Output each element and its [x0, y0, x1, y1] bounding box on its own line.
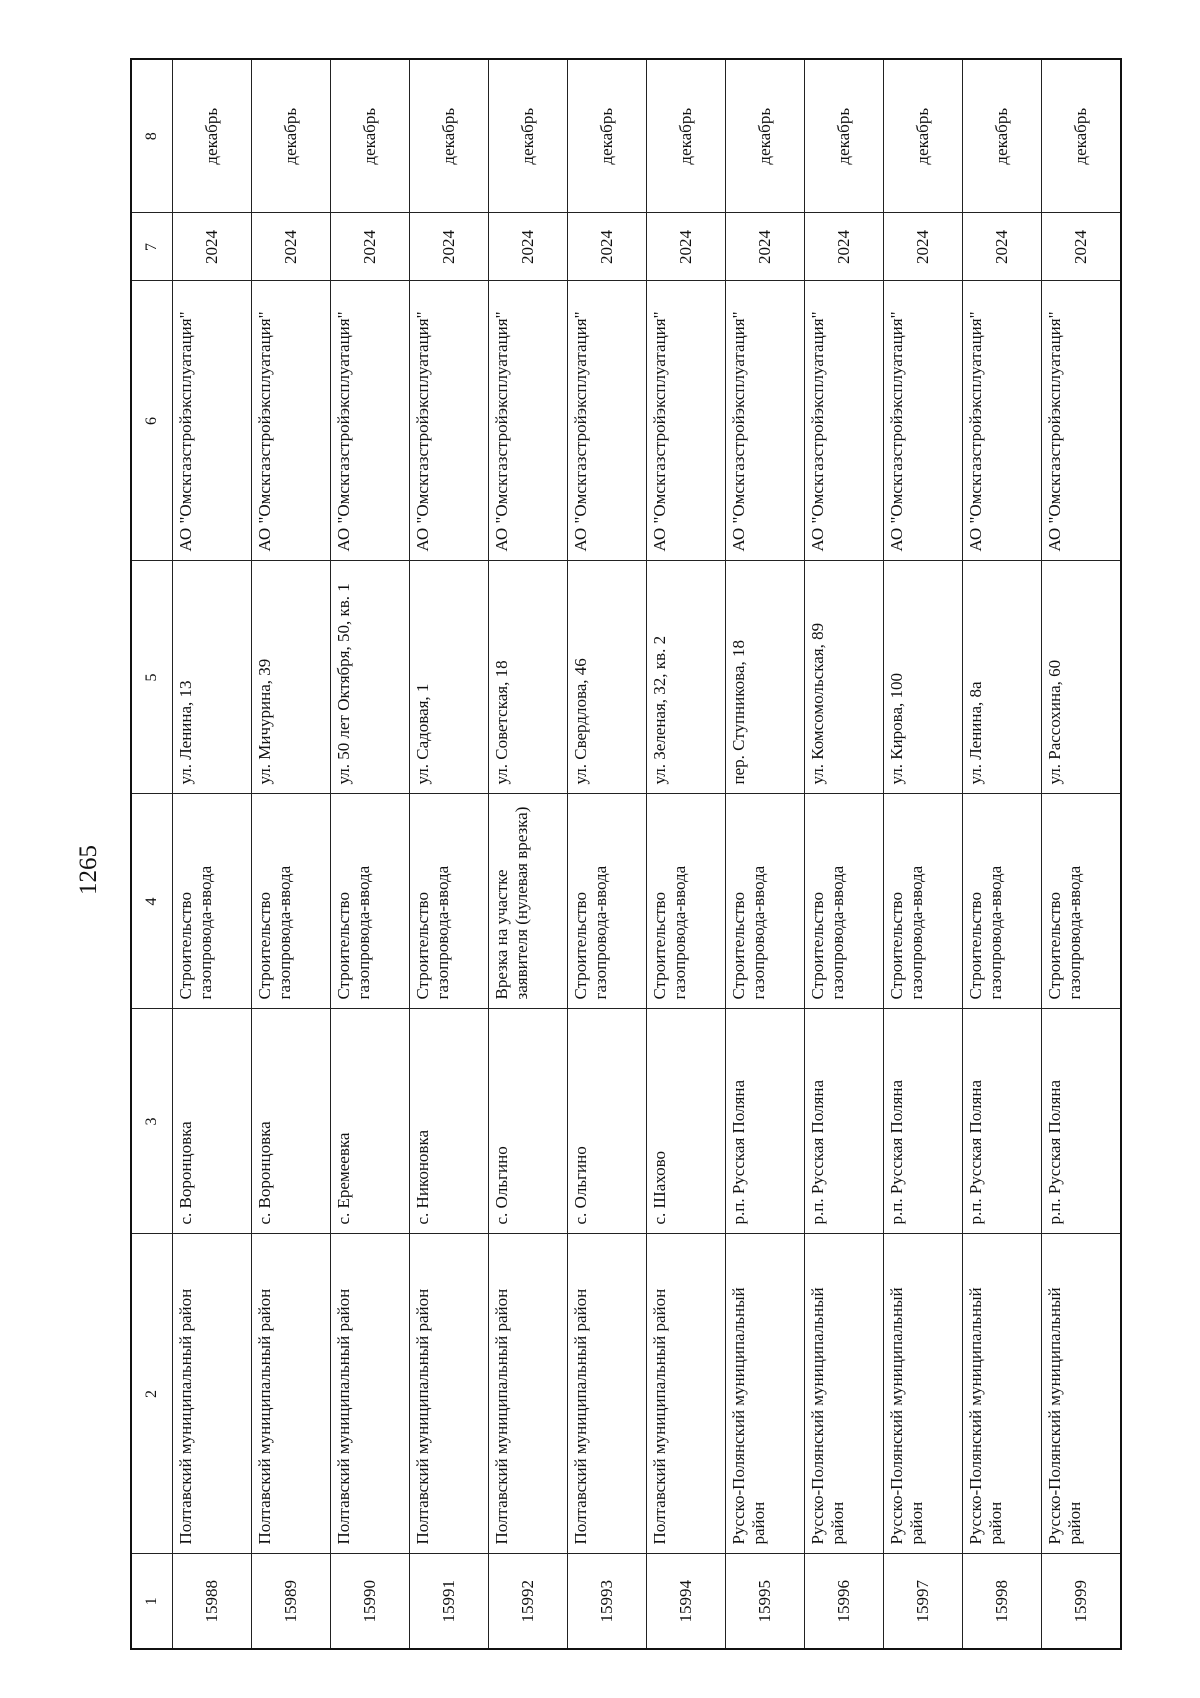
page-number — [69, 830, 109, 910]
year-cell: 2024 — [726, 213, 805, 281]
table-row — [1042, 59, 1122, 1649]
work-type-cell: Строительство газопровода-ввода — [805, 794, 884, 1009]
row-number: 15996 — [805, 1554, 884, 1649]
organization-cell: АО "Омскгазстройэксплуатация" — [1042, 281, 1122, 561]
district-cell: Русско-Полянский муниципальный район — [963, 1234, 1042, 1554]
address-cell: ул. Садовая, 1 — [410, 561, 489, 794]
organization-cell: АО "Омскгазстройэксплуатация" — [647, 281, 726, 561]
address-cell: ул. Ленина, 13 — [173, 561, 252, 794]
work-type-cell: Строительство газопровода-ввода — [647, 794, 726, 1009]
settlement-cell: р.п. Русская Поляна — [963, 1009, 1042, 1234]
organization-cell: АО "Омскгазстройэксплуатация" — [331, 281, 410, 561]
organization-cell: АО "Омскгазстройэксплуатация" — [489, 281, 568, 561]
month-cell: декабрь — [884, 59, 963, 213]
address-cell: ул. Мичурина, 39 — [252, 561, 331, 794]
rotated-table-container — [130, 60, 1091, 1650]
month-cell: декабрь — [963, 59, 1042, 213]
year-cell: 2024 — [568, 213, 647, 281]
settlement-cell: с. Ольгино — [489, 1009, 568, 1234]
district-cell: Полтавский муниципальный район — [568, 1234, 647, 1554]
row-number: 15990 — [331, 1554, 410, 1649]
settlement-cell: с. Воронцовка — [252, 1009, 331, 1234]
organization-cell: АО "Омскгазстройэксплуатация" — [568, 281, 647, 561]
column-header: 4 — [131, 794, 173, 1009]
column-header: 5 — [131, 561, 173, 794]
settlement-cell: с. Никоновка — [410, 1009, 489, 1234]
table-row — [489, 59, 568, 1649]
address-cell: ул. Ленина, 8а — [963, 561, 1042, 794]
column-header: 3 — [131, 1009, 173, 1234]
work-type-cell: Строительство газопровода-ввода — [1042, 794, 1122, 1009]
district-cell: Русско-Полянский муниципальный район — [1042, 1234, 1122, 1554]
table-row — [331, 59, 410, 1649]
column-header: 8 — [131, 59, 173, 213]
table-row — [726, 59, 805, 1649]
table-row — [647, 59, 726, 1649]
table-row — [173, 59, 252, 1649]
district-cell: Полтавский муниципальный район — [647, 1234, 726, 1554]
month-cell: декабрь — [410, 59, 489, 213]
table-row — [805, 59, 884, 1649]
month-cell: декабрь — [568, 59, 647, 213]
table-row — [963, 59, 1042, 1649]
month-cell: декабрь — [805, 59, 884, 213]
month-cell: декабрь — [173, 59, 252, 213]
settlement-cell: р.п. Русская Поляна — [805, 1009, 884, 1234]
address-cell: ул. Комсомольская, 89 — [805, 561, 884, 794]
column-header: 6 — [131, 281, 173, 561]
work-type-cell: Строительство газопровода-ввода — [331, 794, 410, 1009]
address-cell: ул. Рассохина, 60 — [1042, 561, 1122, 794]
year-cell: 2024 — [1042, 213, 1122, 281]
gas-connection-table — [130, 58, 1122, 1650]
year-cell: 2024 — [489, 213, 568, 281]
work-type-cell: Строительство газопровода-ввода — [410, 794, 489, 1009]
organization-cell: АО "Омскгазстройэксплуатация" — [805, 281, 884, 561]
table-body — [173, 59, 1122, 1649]
settlement-cell: с. Воронцовка — [173, 1009, 252, 1234]
page-number-text: 1265 — [75, 845, 102, 895]
month-cell: декабрь — [489, 59, 568, 213]
settlement-cell: с. Шахово — [647, 1009, 726, 1234]
year-cell: 2024 — [173, 213, 252, 281]
row-number: 15989 — [252, 1554, 331, 1649]
address-cell: пер. Ступникова, 18 — [726, 561, 805, 794]
district-cell: Полтавский муниципальный район — [252, 1234, 331, 1554]
table-row — [252, 59, 331, 1649]
district-cell: Полтавский муниципальный район — [173, 1234, 252, 1554]
row-number: 15991 — [410, 1554, 489, 1649]
year-cell: 2024 — [410, 213, 489, 281]
address-cell: ул. Свердлова, 46 — [568, 561, 647, 794]
settlement-cell: р.п. Русская Поляна — [1042, 1009, 1122, 1234]
work-type-cell: Врезка на участке заявителя (нулевая врезка) — [489, 794, 568, 1009]
month-cell: декабрь — [726, 59, 805, 213]
table-row — [884, 59, 963, 1649]
organization-cell: АО "Омскгазстройэксплуатация" — [963, 281, 1042, 561]
year-cell: 2024 — [963, 213, 1042, 281]
organization-cell: АО "Омскгазстройэксплуатация" — [173, 281, 252, 561]
address-cell: ул. Зеленая, 32, кв. 2 — [647, 561, 726, 794]
settlement-cell: р.п. Русская Поляна — [884, 1009, 963, 1234]
row-number: 15995 — [726, 1554, 805, 1649]
work-type-cell: Строительство газопровода-ввода — [726, 794, 805, 1009]
year-cell: 2024 — [252, 213, 331, 281]
row-number: 15997 — [884, 1554, 963, 1649]
month-cell: декабрь — [331, 59, 410, 213]
district-cell: Полтавский муниципальный район — [489, 1234, 568, 1554]
row-number: 15993 — [568, 1554, 647, 1649]
table-row — [410, 59, 489, 1649]
row-number: 15998 — [963, 1554, 1042, 1649]
district-cell: Полтавский муниципальный район — [331, 1234, 410, 1554]
work-type-cell: Строительство газопровода-ввода — [963, 794, 1042, 1009]
district-cell: Русско-Полянский муниципальный район — [805, 1234, 884, 1554]
settlement-cell: с. Еремеевка — [331, 1009, 410, 1234]
year-cell: 2024 — [647, 213, 726, 281]
work-type-cell: Строительство газопровода-ввода — [173, 794, 252, 1009]
work-type-cell: Строительство газопровода-ввода — [568, 794, 647, 1009]
settlement-cell: с. Ольгино — [568, 1009, 647, 1234]
row-number: 15992 — [489, 1554, 568, 1649]
district-cell: Полтавский муниципальный район — [410, 1234, 489, 1554]
column-header: 2 — [131, 1234, 173, 1554]
address-cell: ул. 50 лет Октября, 50, кв. 1 — [331, 561, 410, 794]
settlement-cell: р.п. Русская Поляна — [726, 1009, 805, 1234]
month-cell: декабрь — [647, 59, 726, 213]
column-header: 1 — [131, 1554, 173, 1649]
organization-cell: АО "Омскгазстройэксплуатация" — [410, 281, 489, 561]
row-number: 15999 — [1042, 1554, 1122, 1649]
year-cell: 2024 — [331, 213, 410, 281]
row-number: 15988 — [173, 1554, 252, 1649]
month-cell: декабрь — [252, 59, 331, 213]
district-cell: Русско-Полянский муниципальный район — [726, 1234, 805, 1554]
row-number: 15994 — [647, 1554, 726, 1649]
address-cell: ул. Кирова, 100 — [884, 561, 963, 794]
organization-cell: АО "Омскгазстройэксплуатация" — [884, 281, 963, 561]
column-header: 7 — [131, 213, 173, 281]
month-cell: декабрь — [1042, 59, 1122, 213]
year-cell: 2024 — [884, 213, 963, 281]
work-type-cell: Строительство газопровода-ввода — [884, 794, 963, 1009]
address-cell: ул. Советская, 18 — [489, 561, 568, 794]
district-cell: Русско-Полянский муниципальный район — [884, 1234, 963, 1554]
work-type-cell: Строительство газопровода-ввода — [252, 794, 331, 1009]
organization-cell: АО "Омскгазстройэксплуатация" — [726, 281, 805, 561]
header-row — [131, 59, 173, 1649]
organization-cell: АО "Омскгазстройэксплуатация" — [252, 281, 331, 561]
year-cell: 2024 — [805, 213, 884, 281]
table-row — [568, 59, 647, 1649]
